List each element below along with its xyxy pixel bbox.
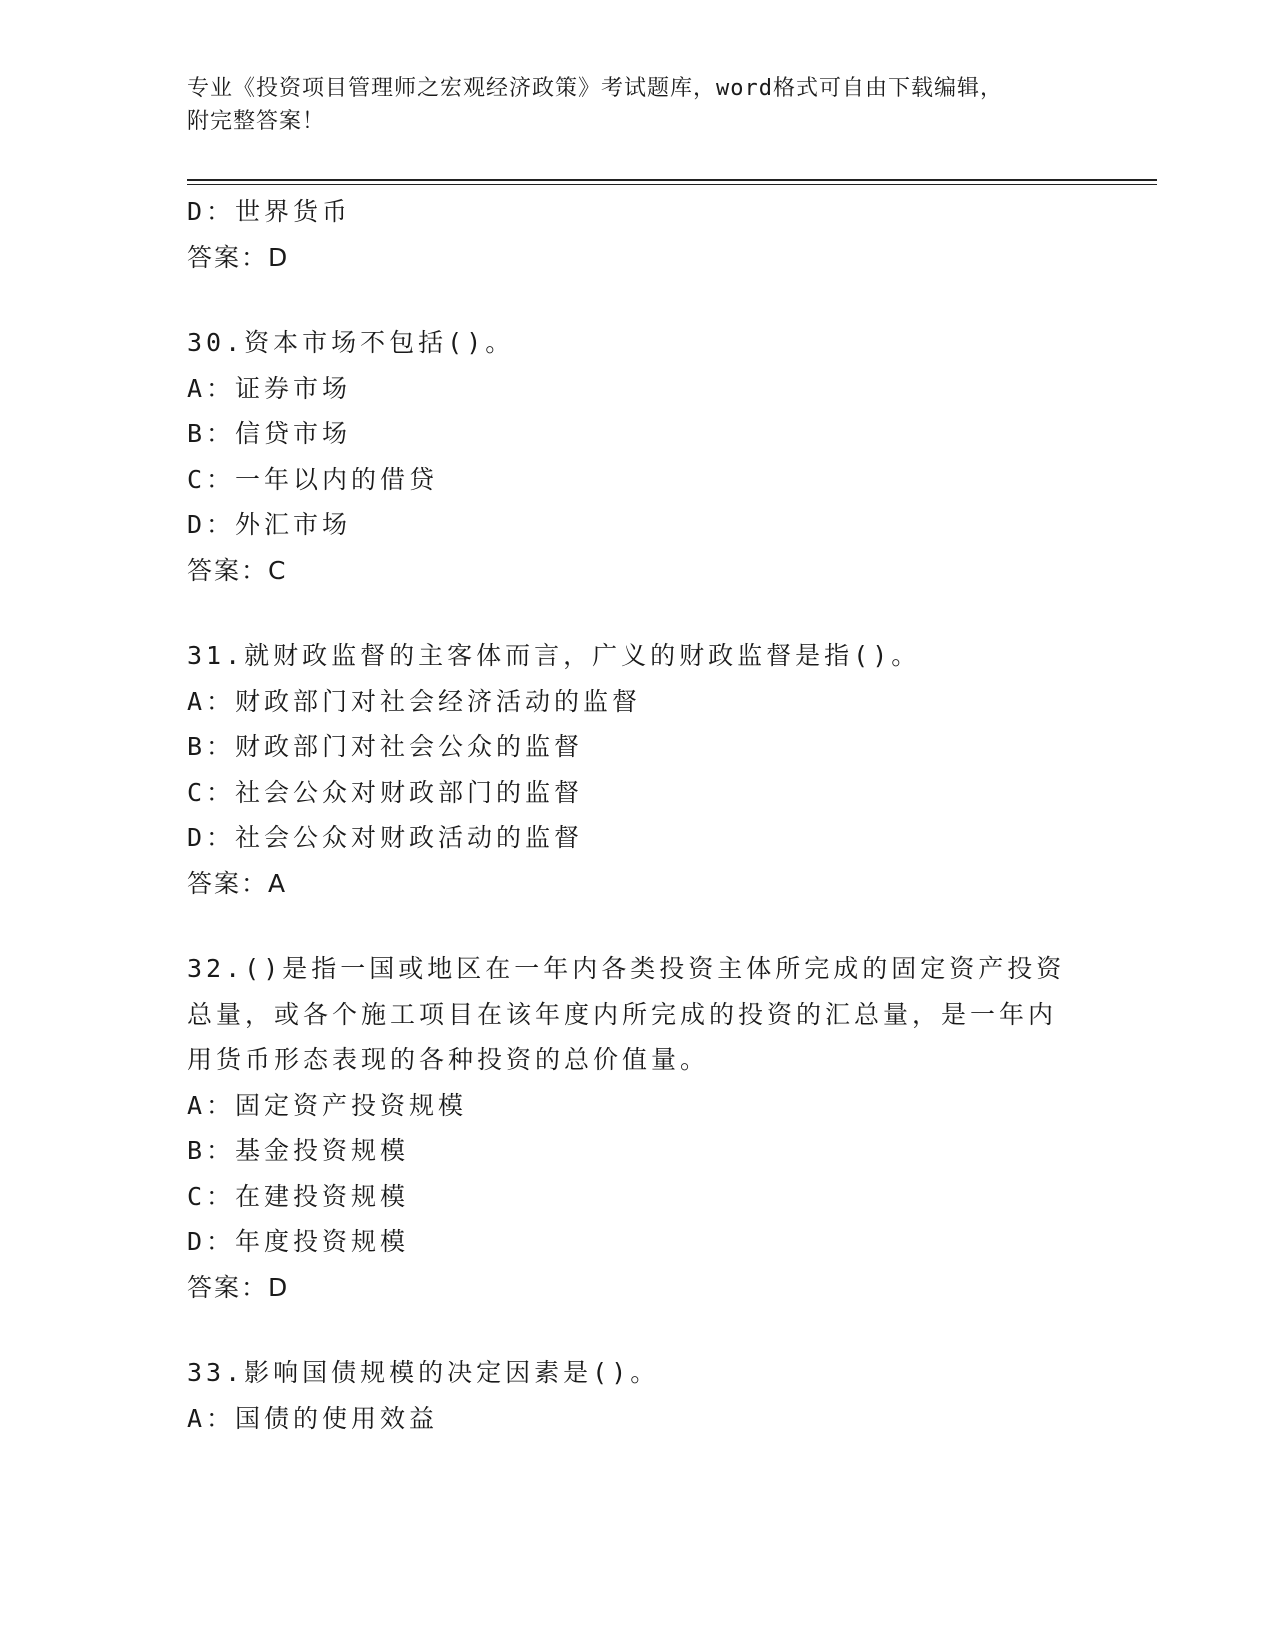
answer-option: D：社会公众对财政活动的监督 bbox=[187, 823, 584, 852]
question-spacer bbox=[187, 280, 1157, 320]
document-header bbox=[187, 72, 1157, 142]
document-page bbox=[187, 72, 1157, 1441]
question-stem: 31.就财政监督的主客体而言，广义的财政监督是指()。 bbox=[187, 641, 921, 670]
answer-option: C：在建投资规模 bbox=[187, 1181, 410, 1211]
question-spacer bbox=[187, 906, 1157, 946]
question-stem: 30.资本市场不包括()。 bbox=[187, 328, 515, 357]
answer-option: B：财政部门对社会公众的监督 bbox=[187, 732, 584, 761]
answer-line: 答案：C bbox=[187, 555, 288, 585]
header-line-2: 附完整答案！ bbox=[187, 109, 326, 134]
answer-option: A：固定资产投资规模 bbox=[187, 1090, 468, 1120]
answer-line: 答案：D bbox=[187, 242, 290, 272]
answer-line: 答案：D bbox=[187, 1272, 290, 1302]
question-spacer bbox=[187, 1310, 1157, 1350]
answer-option: B：基金投资规模 bbox=[187, 1136, 410, 1165]
question-spacer bbox=[187, 593, 1157, 633]
answer-option: A：国债的使用效益 bbox=[187, 1403, 439, 1433]
answer-line: 答案：A bbox=[187, 868, 288, 898]
answer-option: D：外汇市场 bbox=[187, 510, 352, 539]
header-line-1: 专业《投资项目管理师之宏观经济政策》考试题库，word格式可自由下载编辑， bbox=[187, 76, 1003, 101]
answer-option: C：社会公众对财政部门的监督 bbox=[187, 777, 584, 807]
header-divider bbox=[187, 179, 1157, 181]
question-list bbox=[187, 189, 1157, 1441]
answer-option: B：信贷市场 bbox=[187, 419, 352, 448]
question-stem: 33.影响国债规模的决定因素是()。 bbox=[187, 1358, 660, 1387]
answer-option: A：财政部门对社会经济活动的监督 bbox=[187, 686, 642, 716]
question-stem: 32.()是指一国或地区在一年内各类投资主体所完成的固定资产投资总量，或各个施工项目在该年度内所完成的投资的汇总量，是一年内用货币形态表现的各种投资的总价值量。 bbox=[187, 954, 1066, 1074]
answer-option: A：证券市场 bbox=[187, 373, 352, 403]
answer-option: D：世界货币 bbox=[187, 197, 352, 226]
answer-option: D：年度投资规模 bbox=[187, 1227, 410, 1256]
answer-option: C：一年以内的借贷 bbox=[187, 464, 439, 494]
